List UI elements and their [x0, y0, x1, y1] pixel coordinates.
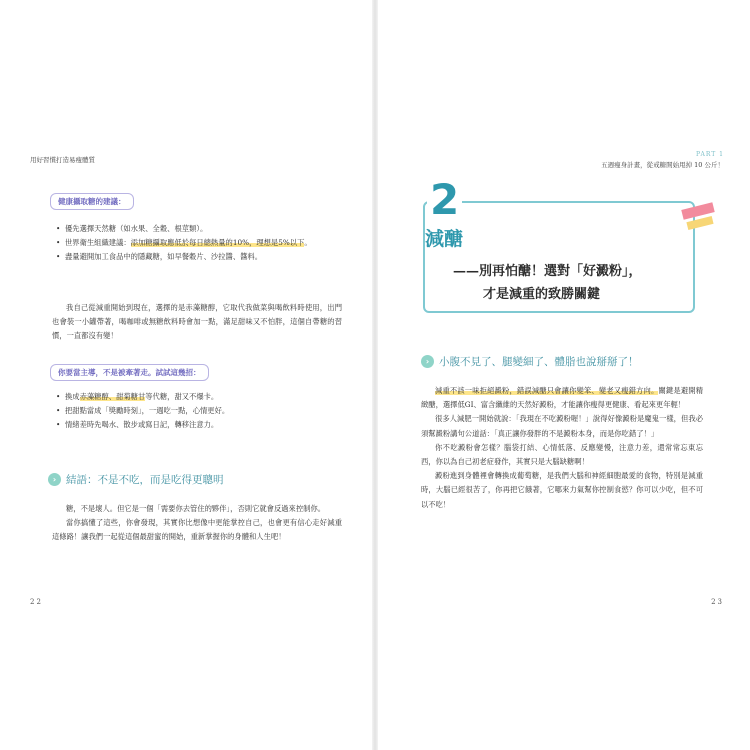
sugar-tips-list [55, 222, 340, 264]
chevron-right-icon: › [48, 473, 61, 486]
paragraph-text: 當你搞懂了這些，你會發現，其實你比想像中更能掌控自己，也會更有信心走好減重這條路！讓我們一起從這個最甜蜜的開始，重新掌握你的身體和人生吧！ [52, 518, 342, 542]
section-heading-text: 小腹不見了、腿變細了、體脂也說掰掰了！ [439, 356, 639, 368]
paragraph-text: 很多人減肥一開始就說：「我現在不吃澱粉喔！」說得好像澱粉是魔鬼一樣，但我必須幫澱粉講句公道話：「真正讓你發胖的不是澱粉本身，而是你吃錯了！」 [421, 414, 703, 438]
chapter-subtitle-line2: 才是減重的致勝關鍵 [483, 287, 601, 302]
paragraph-text [421, 384, 703, 412]
running-head-right: 五週瘦身計畫，從戒糖開始甩掉 10 公斤！ [601, 161, 724, 169]
list-item: • 把甜點當成「獎勵時刻」，一週吃一點，心情更好。 [55, 404, 340, 418]
tricks-list [55, 390, 340, 432]
sugar-tips-tag: 健康攝取糖的建議： [50, 193, 134, 210]
running-head-left: 用好習慣打造易瘦體質 [30, 156, 95, 164]
conclusion-heading [48, 472, 224, 487]
book-gutter [372, 0, 378, 750]
page-number-right: 23 [711, 598, 724, 606]
conclusion-heading-text: 結語：不是不吃，而是吃得更聰明 [66, 474, 224, 486]
list-item [55, 390, 340, 404]
intro-paragraph [52, 301, 342, 344]
list-item: • 優先選擇天然糖（如水果、全穀、根莖類）。 [55, 222, 340, 236]
conclusion-paragraphs [52, 502, 342, 545]
right-page [377, 0, 750, 750]
tip-text-before: 世界衛生組織建議： [65, 238, 131, 247]
chapter-number: 2 [427, 177, 462, 223]
paragraph-text: 我自己從減重開始到現在，選擇的是赤藻糖醇，它取代我做菜與喝飲料時使用，出門也會裝一小罐帶著，喝咖啡或無糖飲料時會加一點，滿足甜味又不怕胖，這個自帶糖的習慣，一直都沒有變！ [52, 303, 342, 341]
sweetener-highlight: 赤藻糖醇、甜菊糖甘 [79, 392, 146, 401]
body-paragraphs [421, 384, 703, 512]
chapter-subtitle-line1: ——別再怕醣！選對「好澱粉」， [453, 264, 642, 279]
chapter-title: 減醣 [425, 228, 464, 250]
part-label: PART 1 [696, 151, 724, 158]
who-highlight: 添加糖攝取應低於每日總熱量的10%，理想是5%以下 [130, 238, 305, 247]
list-item: • 情緒差時先喝水、散步或寫日記，轉移注意力。 [55, 418, 340, 432]
list-item: • 盡量避開加工食品中的隱藏糖，如早餐穀片、沙拉醬、醬料。 [55, 250, 340, 264]
opening-highlight: 減重不該一味拒絕澱粉，錯誤減醣只會讓你變笨、變老又瘦錯方向。 [435, 386, 659, 395]
list-item: • 世界衛生組織建議：添加糖攝取應低於每日總熱量的10%，理想是5%以下。 [55, 236, 340, 250]
section-heading [421, 354, 639, 369]
paragraph-text: 糖，不是壞人。但它是一個「需要你去管住的夥伴」，否則它就會反過來控制你。 [66, 504, 326, 513]
trick-text-before: 換成 [65, 392, 80, 401]
master-tricks-tag: 你要當主導，不是被牽著走。試試這幾招： [50, 364, 209, 381]
page-number-left: 22 [30, 598, 43, 606]
chevron-right-icon: › [421, 355, 434, 368]
paragraph-text: 澱粉進到身體裡會轉換成葡萄糖，是我們大腦和神經細胞最愛的食物，特別是減重時，大腦已經很苦了，你再把它餓著，它哪來力氣幫你控制食慾？你可以少吃，但不可以不吃！ [421, 471, 703, 509]
paragraph-rest: 關鍵是避開精緻醣，選擇低GI、富含纖維的天然好澱粉，才能讓你瘦得更健康、看起來更年輕！ [421, 386, 704, 410]
trick-text-after: 等代糖，甜又不爆卡。 [145, 392, 219, 401]
paragraph-text: 你不吃澱粉會怎樣？腦袋打結、心情低落、反應變慢，注意力差，還常常忘東忘西，你以為自己初老症發作，其實只是大腦缺糖啊！ [421, 442, 703, 467]
